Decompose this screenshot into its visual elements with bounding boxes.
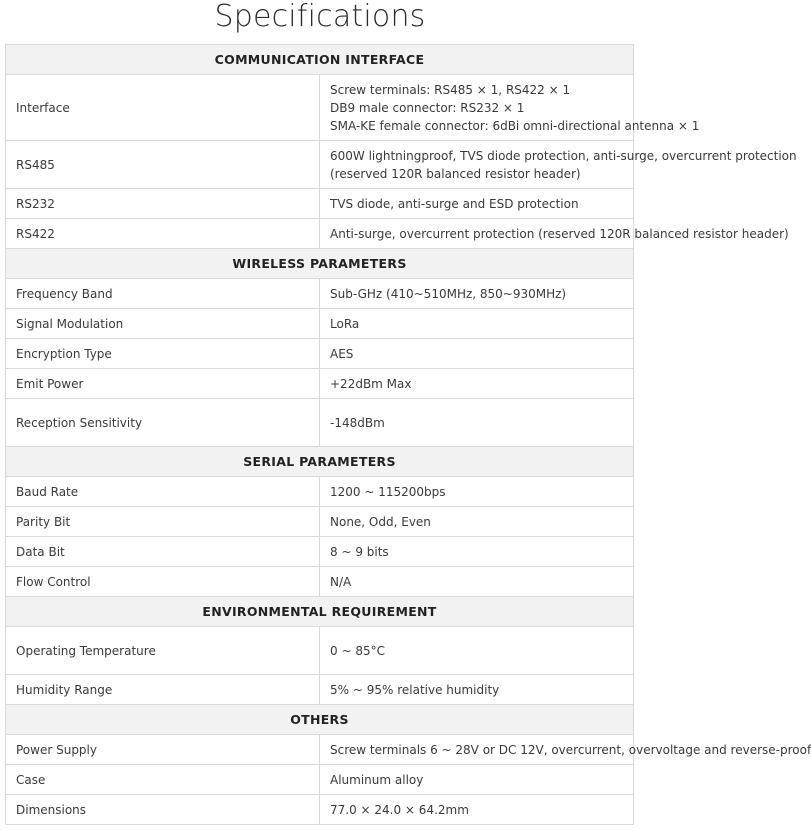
spec-row-humidity-range: [6, 675, 634, 705]
section-header-others: [6, 705, 634, 735]
spec-value-line: 77.0 × 24.0 × 64.2mm: [330, 802, 469, 817]
spec-label: Signal Modulation: [6, 309, 320, 339]
spec-value-line: DB9 male connector: RS232 × 1: [330, 100, 525, 115]
spec-row-case: [6, 765, 634, 795]
spec-value: [320, 399, 634, 447]
spec-value-line: Screw terminals: RS485 × 1, RS422 × 1: [330, 82, 571, 97]
spec-label: Dimensions: [6, 795, 320, 825]
spec-label: Parity Bit: [6, 507, 320, 537]
spec-value: [320, 279, 634, 309]
spec-value-line: AES: [330, 346, 354, 361]
spec-value: [320, 567, 634, 597]
spec-label: Data Bit: [6, 537, 320, 567]
spec-label: Power Supply: [6, 735, 320, 765]
spec-row-frequency-band: [6, 279, 634, 309]
page-title: Specifications: [214, 0, 426, 34]
spec-value: [320, 219, 789, 249]
spec-value: [320, 627, 634, 675]
spec-value-line: +22dBm Max: [330, 376, 412, 391]
spec-row-dimensions: [6, 795, 634, 825]
spec-value-line: 1200 ~ 115200bps: [330, 484, 446, 499]
section-header-serial: [6, 447, 634, 477]
spec-row-encryption-type: [6, 339, 634, 369]
spec-label: Baud Rate: [6, 477, 320, 507]
spec-row-power-supply: [6, 735, 634, 765]
spec-label: Humidity Range: [6, 675, 320, 705]
spec-label: Emit Power: [6, 369, 320, 399]
spec-value-line: None, Odd, Even: [330, 514, 431, 529]
spec-value-line: 5% ~ 95% relative humidity: [330, 682, 500, 697]
spec-value-line: N/A: [330, 574, 352, 589]
spec-value-line: 600W lightningproof, TVS diode protection, anti-surge, overcurrent protection: [330, 148, 797, 163]
spec-value-line: Sub-GHz (410~510MHz, 850~930MHz): [330, 286, 567, 301]
spec-value-line: SMA-KE female connector: 6dBi omni-directional antenna × 1: [330, 118, 700, 133]
spec-label: Frequency Band: [6, 279, 320, 309]
spec-value-line: TVS diode, anti-surge and ESD protection: [330, 196, 579, 211]
spec-label: RS422: [6, 219, 320, 249]
spec-value: [320, 507, 634, 537]
section-heading: SERIAL PARAMETERS: [6, 447, 634, 477]
spec-label: Reception Sensitivity: [6, 399, 320, 447]
section-heading: ENVIRONMENTAL REQUIREMENT: [6, 597, 634, 627]
spec-value-line: LoRa: [330, 316, 360, 331]
spec-table: [5, 44, 811, 825]
section-heading: WIRELESS PARAMETERS: [6, 249, 634, 279]
spec-label: RS485: [6, 141, 320, 189]
spec-row-rs232: [6, 189, 634, 219]
spec-row-flow-control: [6, 567, 634, 597]
spec-value: [320, 537, 634, 567]
spec-row-reception-sensitivity: [6, 399, 634, 447]
spec-value: [320, 141, 797, 189]
spec-row-parity-bit: [6, 507, 634, 537]
spec-label: Encryption Type: [6, 339, 320, 369]
spec-value-line: 0 ~ 85°C: [330, 643, 385, 658]
section-heading: COMMUNICATION INTERFACE: [6, 45, 634, 75]
spec-row-rs485: [6, 141, 634, 189]
spec-value: [320, 339, 634, 369]
spec-label: Flow Control: [6, 567, 320, 597]
spec-value-line: Screw terminals 6 ~ 28V or DC 12V, overcurrent, overvoltage and reverse-proof: [330, 742, 811, 757]
spec-value-line: Aluminum alloy: [330, 772, 424, 787]
spec-row-operating-temperature: [6, 627, 634, 675]
section-header-wireless: [6, 249, 634, 279]
section-header-environmental: [6, 597, 634, 627]
spec-row-baud-rate: [6, 477, 634, 507]
spec-value: [320, 309, 634, 339]
spec-value: [320, 765, 634, 795]
section-heading: OTHERS: [6, 705, 634, 735]
spec-label: RS232: [6, 189, 320, 219]
spec-value: [320, 477, 634, 507]
spec-value-line: -148dBm: [330, 415, 385, 430]
spec-value-line: Anti-surge, overcurrent protection (reserved 120R balanced resistor header): [330, 226, 789, 241]
spec-label: Interface: [6, 75, 320, 141]
spec-row-signal-modulation: [6, 309, 634, 339]
spec-value: [320, 75, 700, 141]
spec-value-line: 8 ~ 9 bits: [330, 544, 389, 559]
spec-value: [320, 735, 811, 765]
spec-value: [320, 189, 634, 219]
spec-row-rs422: [6, 219, 634, 249]
spec-row-data-bit: [6, 537, 634, 567]
section-header-communication: [6, 45, 634, 75]
spec-value-line: (reserved 120R balanced resistor header): [330, 166, 581, 181]
spec-row-interface: [6, 75, 634, 141]
spec-label: Operating Temperature: [6, 627, 320, 675]
spec-value: [320, 675, 634, 705]
spec-value: [320, 369, 634, 399]
spec-value: [320, 795, 634, 825]
spec-row-emit-power: [6, 369, 634, 399]
spec-label: Case: [6, 765, 320, 795]
